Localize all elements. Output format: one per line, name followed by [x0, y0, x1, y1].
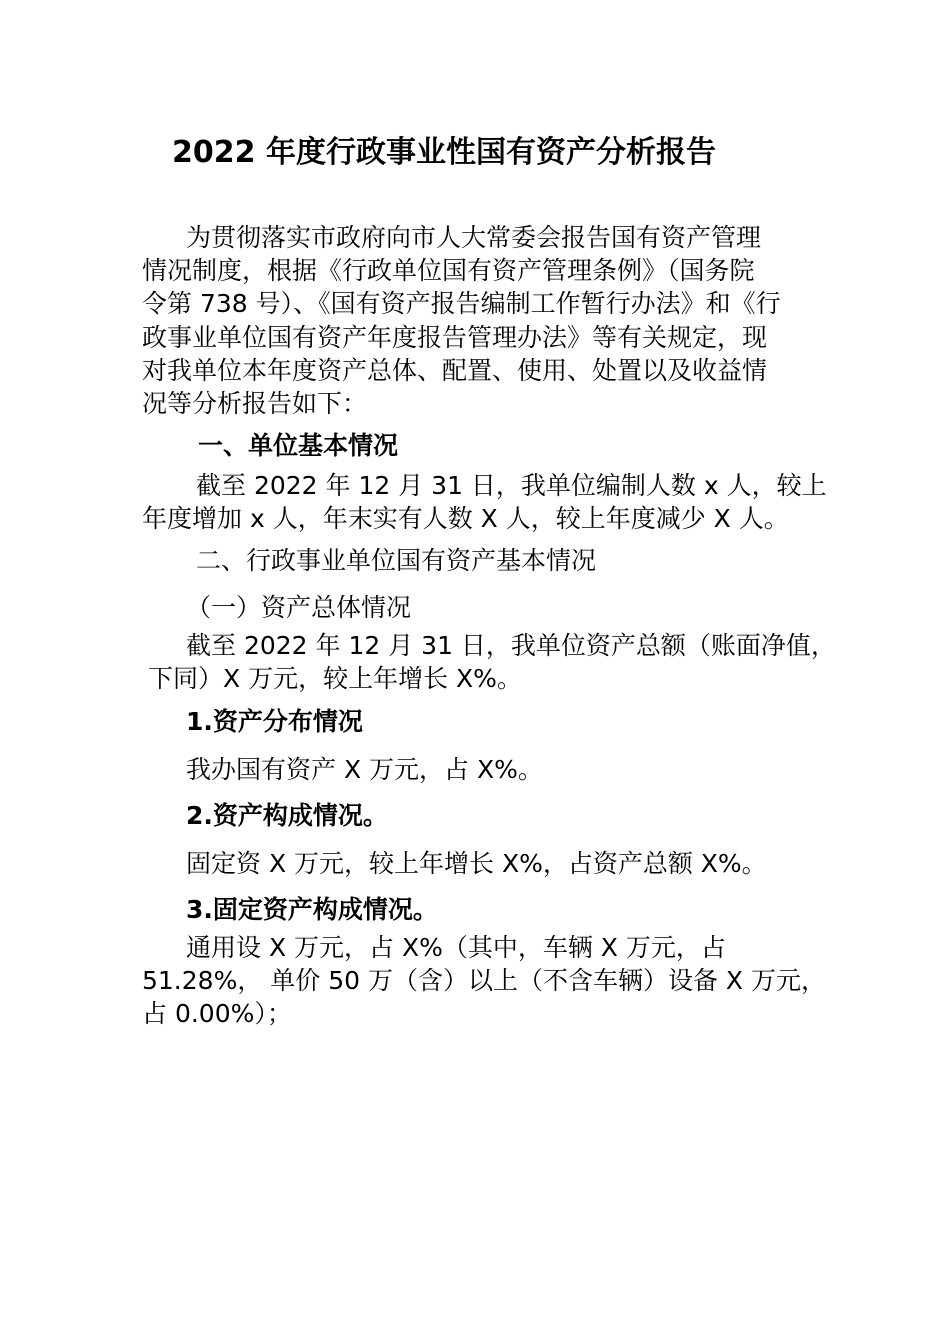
document-title: 2022 年度行政事业性国有资产分析报告: [172, 135, 716, 170]
intro-line-6: 况等分析报告如下：: [142, 389, 368, 418]
section1-line-1: 截至 2022 年 12 月 31 日，我单位编制人数 x 人，较上: [196, 471, 827, 500]
item3-heading: 3.固定资产构成情况。: [186, 895, 438, 924]
section2-heading: 二、行政事业单位国有资产基本情况: [196, 546, 597, 575]
item3-line-1: 通用设 X 万元，占 X%（其中，车辆 X 万元，占: [186, 933, 726, 962]
item1-text: 我办国有资产 X 万元，占 X%。: [186, 755, 543, 784]
item3-line-3: 占 0.00%）；: [142, 999, 292, 1028]
intro-line-2: 情况制度，根据《行政单位国有资产管理条例》（国务院: [142, 256, 755, 285]
section1-line-2: 年度增加 x 人，年末实有人数 X 人，较上年度减少 X 人。: [142, 504, 789, 533]
subsection1-heading: （一）资产总体情况: [186, 593, 412, 622]
intro-line-3: 令第 738 号）、《国有资产报告编制工作暂行办法》和《行: [142, 289, 781, 318]
subsection1-line-2: 下同）X 万元，较上年增长 X%。: [148, 664, 522, 693]
item3-line-2: 51.28%， 单价 50 万（含）以上（不含车辆）设备 X 万元，: [142, 966, 826, 995]
intro-line-5: 对我单位本年度资产总体、配置、使用、处置以及收益情: [142, 356, 768, 385]
item2-text: 固定资 X 万元，较上年增长 X%，占资产总额 X%。: [186, 849, 767, 878]
item1-heading: 1.资产分布情况: [186, 707, 363, 736]
item2-heading: 2.资产构成情况。: [186, 801, 388, 830]
section1-heading: 一、单位基本情况: [198, 431, 399, 460]
intro-line-4: 政事业单位国有资产年度报告管理办法》等有关规定，现: [142, 323, 768, 352]
subsection1-line-1: 截至 2022 年 12 月 31 日，我单位资产总额（账面净值，: [186, 631, 836, 660]
intro-line-1: 为贯彻落实市政府向市人大常委会报告国有资产管理: [186, 223, 762, 252]
